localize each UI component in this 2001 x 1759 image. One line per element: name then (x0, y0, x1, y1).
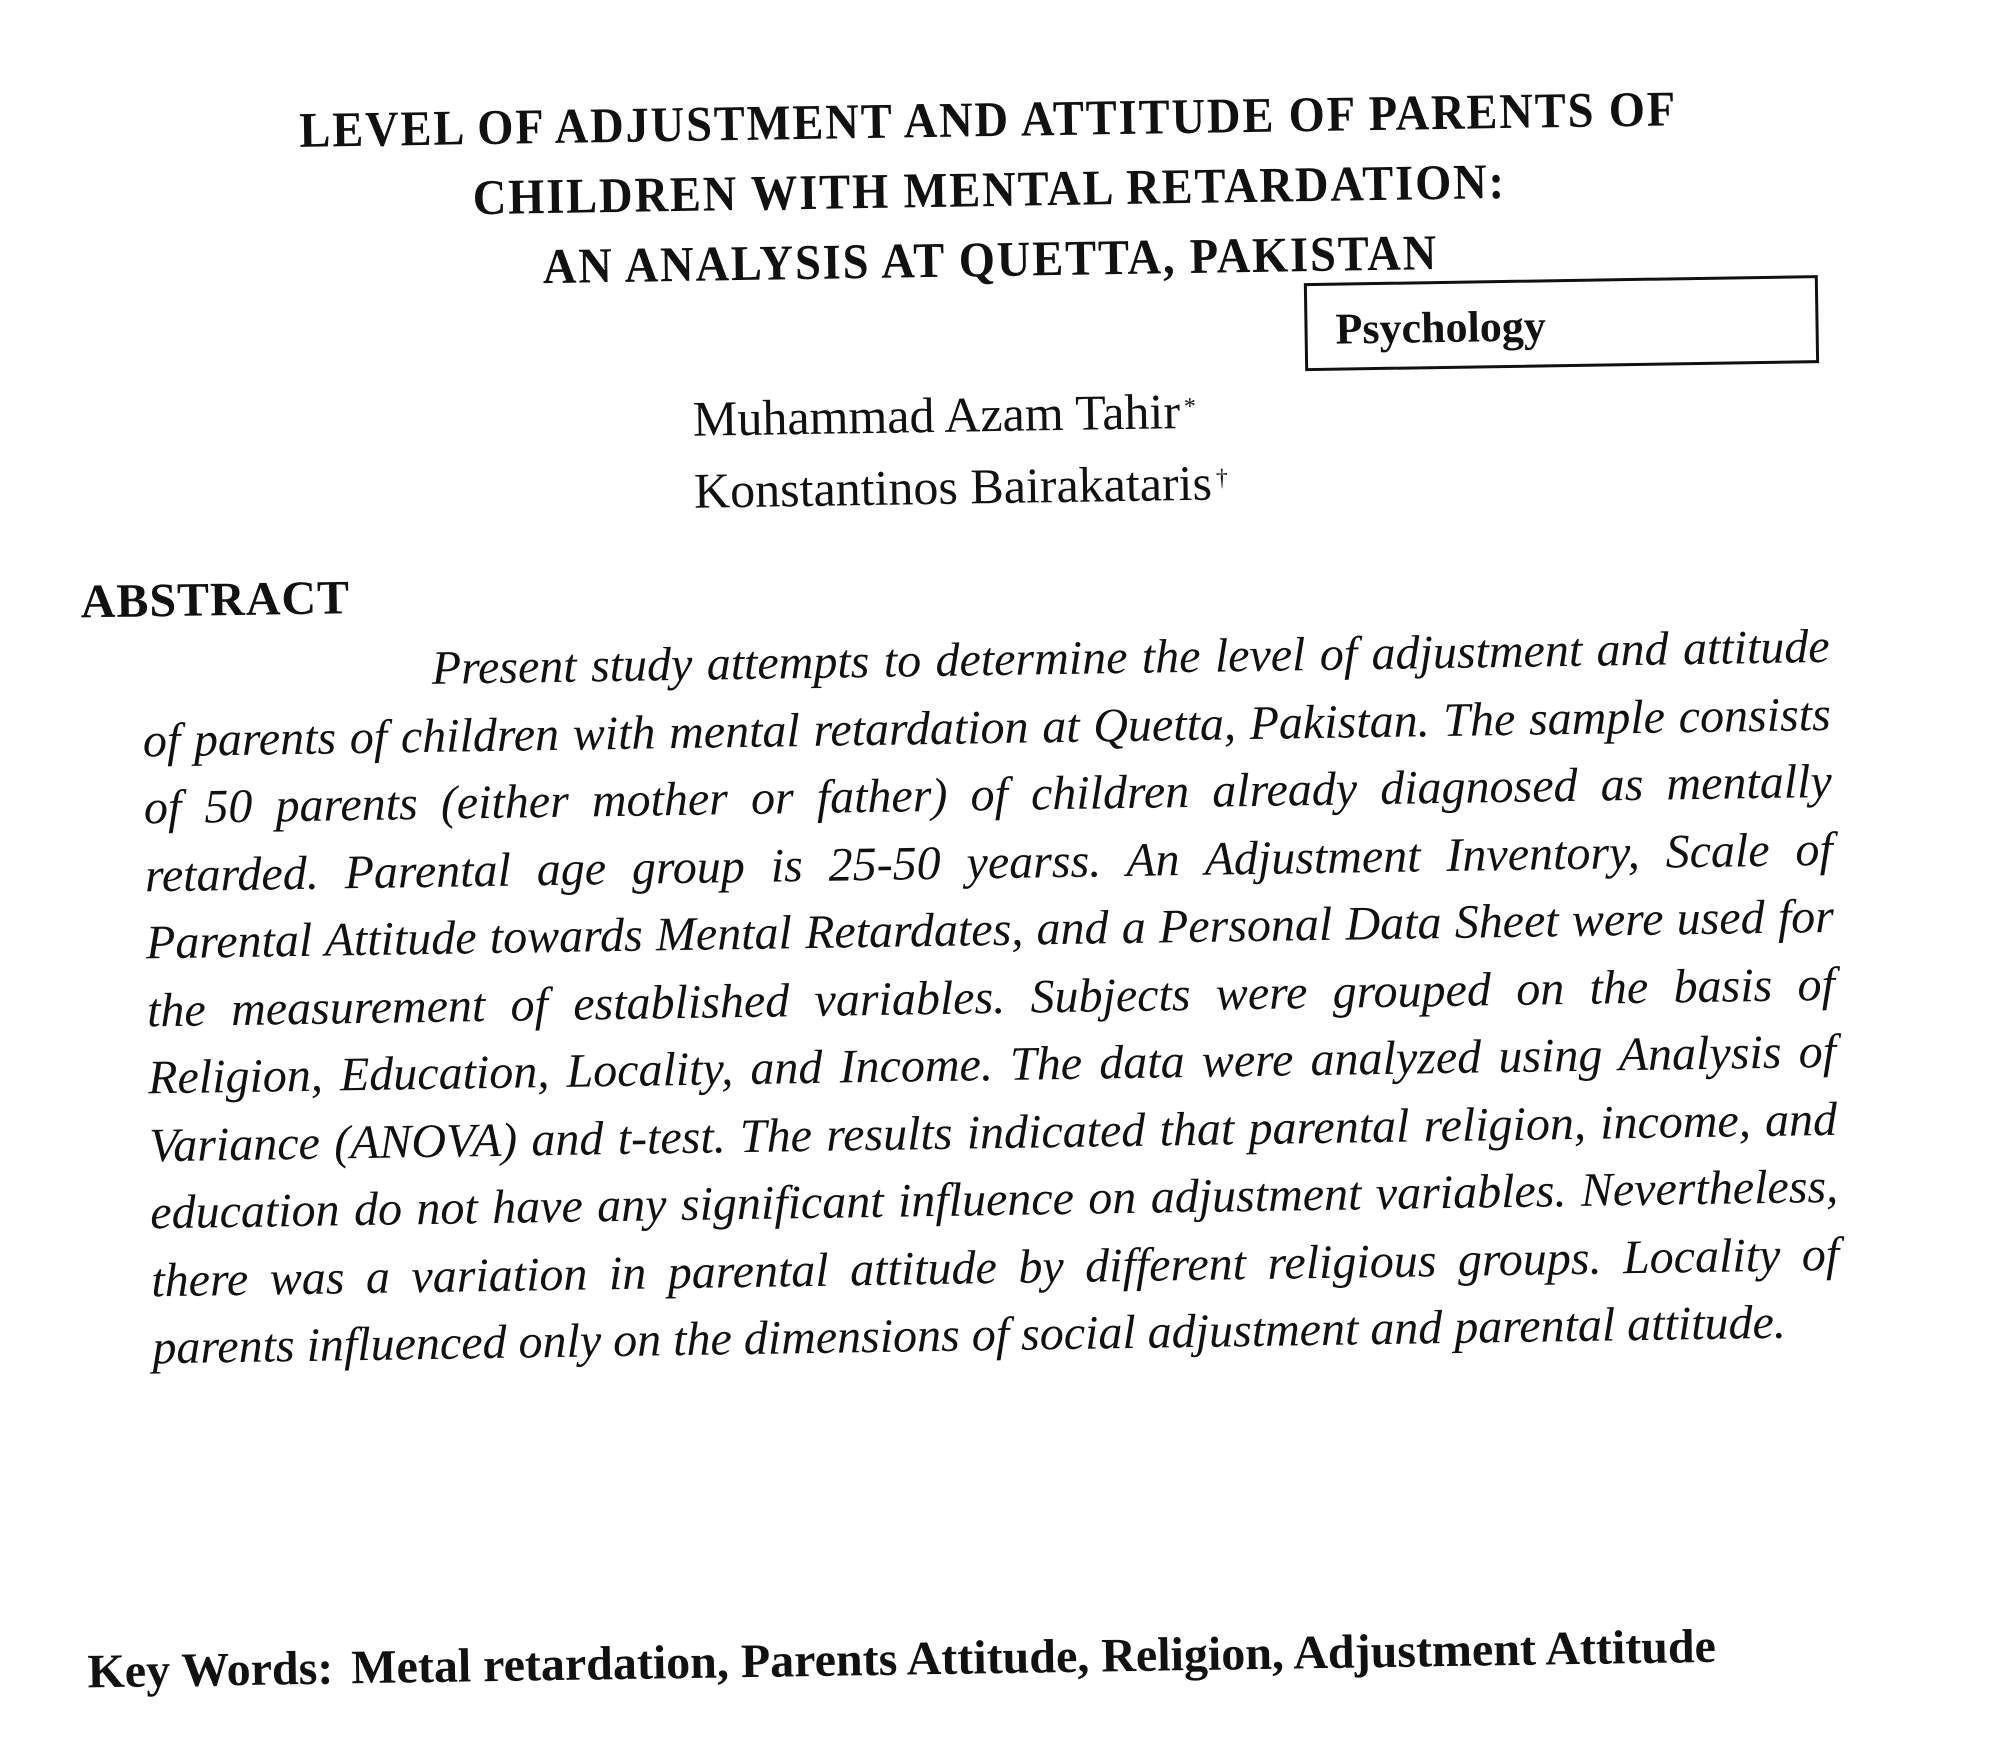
subject-category-label: Psychology (1335, 301, 1547, 354)
author-list (692, 374, 1228, 526)
title-line-1: LEVEL OF ADJUSTMENT AND ATTITUDE OF PARENTS OF (298, 79, 1678, 158)
author-2 (693, 446, 1228, 526)
title-line-3: AN ANALYSIS AT QUETTA, PAKISTAN (542, 223, 1439, 294)
subject-category-box (1304, 275, 1819, 371)
title-line-2: CHILDREN WITH MENTAL RETARDATION: (472, 152, 1507, 225)
keywords-label: Key Words: (87, 1641, 334, 1699)
paper-title (197, 71, 1781, 306)
abstract-heading: ABSTRACT (80, 571, 351, 629)
abstract-text: Present study attempts to determine the level of adjustment and attitude of parents of children with mental retardation at Quetta, Pakistan. The sample consists of 50 parents (either mother or father) of children already diagnosed as mentally retarded. Parental age group is 25-50 yearss. An Adjustment Inventory, Scale of Parental Attitude towards Mental Retardates, and a Personal Data Sheet were used for the measurement of established variables. Subjects were grouped on the basis of Religion, Education, Locality, and Income. The data were analyzed using Analysis of Variance (ANOVA) and t-test. The results indicated that parental religion, income, and education do not have any significant influence on adjustment variables. Nevertheless, there was a variation in parental attitude by different religious groups. Locality of parents influenced only on the dimensions of social adjustment and parental attitude. (142, 619, 1840, 1375)
author-name: Konstantinos Bairakataris (693, 454, 1213, 519)
keywords-list: Metal retardation, Parents Attitude, Religion, Adjustment Attitude (350, 1619, 1717, 1695)
author-footnote-mark: † (1215, 465, 1229, 492)
author-name: Muhammad Azam Tahir (692, 383, 1181, 447)
keywords (87, 1609, 1918, 1708)
author-footnote-mark: * (1183, 393, 1197, 421)
author-1 (692, 374, 1227, 454)
